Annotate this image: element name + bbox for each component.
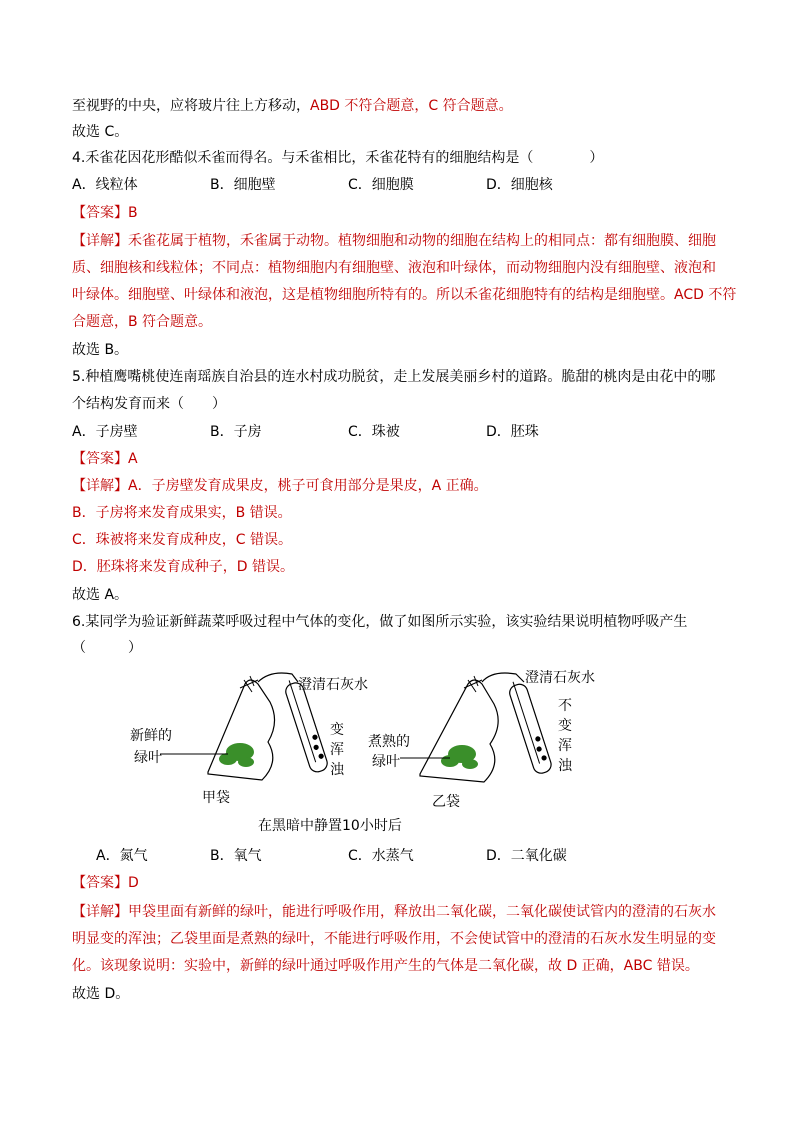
figure-caption: 在黑暗中静置10小时后 (258, 818, 402, 834)
q4-answer-line (72, 203, 138, 223)
q4-detail-line-2: 质、细胞核和线粒体；不同点：植物细胞内有细胞壁、液泡和叶绿体，而动物细胞内没有细胞壁、液泡和 (72, 260, 716, 276)
q5-option-d: D．胚珠 (486, 424, 539, 440)
detail-tag: 【详解】 (72, 233, 128, 249)
q5-conclusion: 故选 A。 (72, 587, 129, 603)
right-bag-tie (464, 676, 482, 692)
detail-tag: 【详解】 (72, 478, 128, 494)
right-bag-outline (420, 680, 498, 782)
q5-option-b: B．子房 (210, 424, 262, 440)
q5-detail-line-3: C．珠被将来发育成种皮，C 错误。 (72, 532, 293, 548)
q6-stem-line-1: 6.某同学为验证新鲜蔬菜呼吸过程中气体的变化，做了如图所示实验，该实验结果说明植物呼吸产生 (72, 614, 688, 630)
q4-conclusion: 故选 B。 (72, 342, 129, 358)
q4-option-d: D．细胞核 (486, 177, 553, 193)
right-test-tube (506, 678, 553, 775)
right-leaf-label-2: 绿叶 (372, 754, 400, 770)
right-leaf (441, 745, 478, 769)
left-connecting-tube (258, 673, 298, 682)
right-bag-diagram (368, 669, 595, 810)
right-leaf-label-1: 煮熟的 (368, 734, 410, 750)
q4-detail-line-3: 叶绿体。细胞壁、叶绿体和液泡，这是植物细胞所特有的。所以禾雀花细胞特有的结构是细胞壁。ACD 不符 (72, 287, 737, 303)
q4-stem: 4.禾雀花因花形酷似禾雀而得名。与禾雀相比，禾雀花特有的细胞结构是（ ） (72, 150, 604, 166)
left-leaf-label-1: 新鲜的 (130, 728, 172, 744)
q6-option-a: A．氮气 (96, 848, 148, 864)
answer-value: A (128, 451, 138, 467)
right-tube-label: 澄清石灰水 (525, 670, 595, 686)
q6-option-c: C．水蒸气 (348, 848, 414, 864)
answer-tag: 【答案】 (72, 451, 128, 467)
detail-text: 禾雀花属于植物，禾雀属于动物。植物细胞和动物的细胞在结构上的相同点：都有细胞膜、细胞 (128, 233, 716, 249)
left-result-char-1: 变 (330, 722, 344, 738)
answer-tag: 【答案】 (72, 205, 128, 221)
text-line (72, 96, 513, 116)
left-leaf (219, 743, 254, 767)
right-result-char-3: 浑 (558, 738, 572, 754)
right-result-char-2: 变 (558, 718, 572, 734)
q6-option-b: B．氧气 (210, 848, 262, 864)
q5-detail-line-2: B．子房将来发育成果实，B 错误。 (72, 505, 292, 521)
q4-option-c: C．细胞膜 (348, 177, 414, 193)
left-tube-label: 澄清石灰水 (298, 677, 368, 693)
right-result-char-1: 不 (558, 698, 572, 714)
leaf-shape (462, 759, 478, 769)
q6-answer-line (72, 873, 139, 893)
left-bag-label: 甲袋 (202, 790, 230, 806)
q6-detail-line-2: 明显变的浑浊；乙袋里面是煮熟的绿叶，不能进行呼吸作用，不会使试管中的澄清的石灰水发生明显的变 (72, 931, 716, 947)
q5-answer-line (72, 449, 138, 469)
q5-stem-line-1: 5.种植鹰嘴桃使连南瑶族自治县的连水村成功脱贫，走上发展美丽乡村的道路。脆甜的桃肉是由花中的哪 (72, 369, 716, 385)
text-span: 至视野的中央，应将玻片往上方移动， (72, 98, 310, 114)
left-result-char-2: 浑 (330, 742, 344, 758)
text-span-red: ABD 不符合题意，C 符合题意。 (310, 98, 513, 114)
q5-option-a: A．子房壁 (72, 424, 138, 440)
leaf-shape (219, 753, 237, 765)
experiment-figure (120, 662, 620, 840)
leaf-shape (441, 755, 459, 767)
detail-text: 甲袋里面有新鲜的绿叶，能进行呼吸作用，释放出二氧化碳，二氧化碳使试管内的澄清的石灰水 (128, 904, 716, 920)
left-bag-diagram (130, 673, 368, 806)
right-result-char-4: 浊 (558, 758, 572, 774)
q6-option-d: D．二氧化碳 (486, 848, 567, 864)
q4-detail-line-4: 合题意，B 符合题意。 (72, 314, 213, 330)
detail-text: A．子房壁发育成果皮，桃子可食用部分是果皮，A 正确。 (128, 478, 488, 494)
q5-stem-line-2: 个结构发育而来（ ） (72, 396, 226, 412)
left-result-char-3: 浊 (330, 762, 344, 778)
detail-tag: 【详解】 (72, 904, 128, 920)
answer-value: D (128, 875, 139, 891)
conclusion-line: 故选 C。 (72, 124, 129, 140)
q6-conclusion: 故选 D。 (72, 986, 130, 1002)
q6-detail-line-1 (72, 902, 716, 922)
q4-option-b: B．细胞壁 (210, 177, 276, 193)
right-bag-label: 乙袋 (432, 794, 460, 810)
q6-detail-line-3: 化。该现象说明：实验中，新鲜的绿叶通过呼吸作用产生的气体是二氧化碳，故 D 正确，ABC 错误。 (72, 958, 699, 974)
q5-option-c: C．珠被 (348, 424, 400, 440)
q4-option-a: A．线粒体 (72, 177, 138, 193)
leaf-shape (238, 757, 254, 767)
answer-value: B (128, 205, 138, 221)
q5-detail-line-4: D．胚珠将来发育成种子，D 错误。 (72, 559, 295, 575)
left-leaf-label-2: 绿叶 (134, 750, 162, 766)
right-connecting-tube (482, 673, 524, 682)
q6-stem-line-2: （ ） (72, 640, 142, 656)
q5-detail-line-1 (72, 476, 488, 496)
q4-detail-line-1 (72, 231, 716, 251)
answer-tag: 【答案】 (72, 875, 128, 891)
